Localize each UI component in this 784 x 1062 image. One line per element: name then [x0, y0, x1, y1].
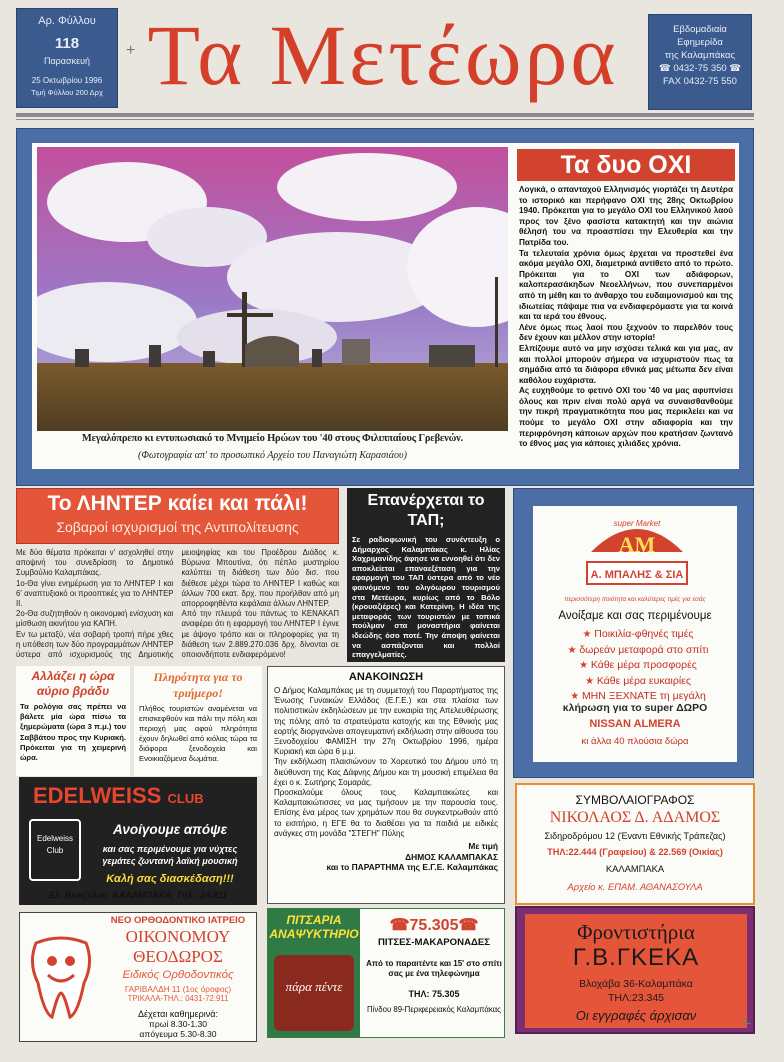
editorial-paragraph: Ελπίζουμε αυτό να μην ισχύσει τελικά και για μας, αν και πολλοί μπορούν σήμερα να ισχυριστούν πως τα σημάδια από τα διάφορα εθνικά μας μέτωπα δεν είναι καθόλου ευχάριστα.	[519, 343, 733, 385]
editorial-paragraph: Ας ευχηθούμε το φετινό ΟΧΙ του '40 να μας αφυπνίσει όλους και πριν είναι πολύ αργά να συναισθανθούμε την πικρή πραγματικότητα που μας περικλείει και να πούμε το μεγάλο ΟΧΙ στην αδιαφορία και την περιφρόνηση κάποιων αρχών που κρατήσαν ζωντανό το έθνος μας για κάποιες χιλιάδες χρόνια.	[519, 386, 733, 449]
star-icon: ★	[570, 691, 582, 703]
star-icon: ★	[582, 629, 595, 640]
pizzeria-phone: ΤΗΛ: 75.305	[408, 989, 460, 999]
editorial-paragraph: Λογικά, ο απανταχού Ελληνισμός γιορτάζει τη Δευτέρα το ιστορικό και περήφανο ΟΧΙ της 28ης Οκτωβρίου 1940. Πρόκειται για το μεγάλο ΟΧΙ του Ελληνικού λαού προς τον ξένο φασίστα κατακτητή και την αιώνια θέλησή του να προασπίσει την Ελευθερία και την Πατρίδα του.	[519, 185, 733, 247]
occupancy-notice	[134, 666, 262, 776]
lindter-headline-banner	[16, 488, 339, 544]
editorial-title: Τα δυο ΟΧΙ	[517, 149, 735, 181]
notice-paragraph: Την εκδήλωση πλαισιώνουν το Χορευτικό του Δήμου υπό τη διεύθυνση της Κας Δάφνης Δήμου και τη μουσική επιμέλεια θα έχει ο κ. Σωτήρης Σομαράς.	[274, 757, 498, 787]
edelweiss-club-ad	[19, 777, 257, 905]
occupancy-body: Πλήθος τουριστών αναμένεται να επισκεφθούν και πάλι την πόλη και περιοχή μας αφού πληρότητα έχουν δηλωθεί από κιόλας τώρα τα διάφορα ξενοδοχεία και Ενοικιαζόμενα δωμάτια.	[139, 704, 257, 763]
notice-body	[274, 686, 498, 839]
clock-change-notice	[16, 666, 130, 776]
editorial-box	[513, 143, 739, 469]
tutoring-title: Φροντιστήρια	[577, 920, 695, 944]
issue-number: 118	[54, 35, 80, 52]
pizzeria-address: Πίνδου 89-Περιφερειακός Καλαμπάκας	[367, 1005, 501, 1014]
supermarket-offers	[546, 627, 730, 705]
issue-label: Αρ. Φύλλου	[38, 15, 96, 27]
orthodontist-hours-label: Δέχεται καθημερινά:	[137, 1009, 218, 1019]
notice-signature	[274, 841, 498, 873]
issue-info-box	[16, 8, 118, 108]
article-paragraph: 1ο-Θα γίνει ενημέρωση για το ΛΗΝΤΕΡ Ι και 6' αναπτυξιακό οι προοπτικές για το ΛΗΝΤΕΡ ΙΙ.	[16, 578, 174, 609]
orthodontist-hours-am: πρωί 8.30-1.30	[148, 1019, 208, 1029]
notary-city: ΚΑΛΑΜΠΑΚΑ	[605, 863, 665, 874]
weekly-line: FAX 0432-75 550	[663, 76, 737, 87]
tutoring-ad	[515, 906, 755, 1034]
tap-body: Σε ραδιοφωνική του συνέντευξη ο Δήμαρχος Καλαμπάκας κ. Ηλίας Χαχριμανίδης άφησε να εννοηθεί ότι δεν αποκλείεται επαναεξέταση για την εφαρμογή του ΤΑΠ ύστερα από το νέο φαινόμενο του ολιγόωρου τουρισμού στα Μετέωρα, κυρίως από το Βόλο (κρουαζιέρες) και Κατερίνη. Η ιδέα της μεταφοράς των τουριστών με τοπικά πούλμαν στα μοναστήρια φαίνεται ιδεώδης όσο ποτέ. Την άποψη φαίνεται να ασπάζονται και πολλοί επαγγελματίες.	[352, 535, 500, 660]
orthodontist-surname: ΟΙΚΟΝΟΜΟΥ	[125, 927, 231, 946]
pizzeria-logo: πάρα πέντε	[274, 955, 354, 1031]
supermarket-owner: Α. ΜΠΑΛΗΣ & ΣΙΑ	[590, 569, 684, 581]
tap-article	[347, 488, 505, 662]
notice-paragraph: Ο Δήμος Καλαμπάκας με τη συμμετοχή του Παραρτήματος της Ένωσης Γυναικών Ελλάδος (Ε.Γ.Ε.) και στα πλαίσια των πολιτιστικών εκδηλώσεων με την ευκαιρία της Απελευθέρωσης της πόλης από τα στρατεύματα κατοχής και της Εθνικής μας εορτής διοργανώνει απογευματινή εκδήλωση στην αίθουσα του Ξενοδοχείου ΦΑΜΙΣΗ την 27η Οκτωβρίου 1996, ημέρα Κυριακή και ώρα 6 μ.μ.	[274, 686, 498, 757]
star-icon: ★	[585, 675, 597, 687]
notice-title: ΑΝΑΚΟΙΝΩΣΗ	[348, 671, 424, 683]
tutoring-note: Οι εγγραφές άρχισαν	[575, 1008, 697, 1023]
notice-signature-line: ΔΗΜΟΣ ΚΑΛΑΜΠΑΚΑΣ	[405, 851, 498, 862]
notary-ad	[515, 783, 755, 905]
article-paragraph: Από την πλευρά του πάντως το ΚΕΝΑΚΑΠ αναφέρει ότι η εφαρμογή του ΛΗΝΤΕΡ Ι έγινε με άψογο τρόπο και οι πληροφορίες για τη διάθεση των 2.889.270.036 δρχ. δίνονται σε οποιονδήποτε ενδιαφερόμενο!	[181, 609, 339, 660]
masthead-rule	[16, 113, 754, 117]
supermarket-offer	[546, 658, 730, 674]
issue-date: 25 Οκτωβρίου 1996	[31, 76, 103, 85]
lindter-subheadline: Σοβαροί ισχυρισμοί της Αντιπολίτευσης	[56, 519, 299, 535]
weekly-line: Εβδομαδιαία	[673, 24, 727, 35]
weekly-line: της Καλαμπάκας	[664, 50, 736, 61]
orthodontist-ad	[19, 912, 257, 1042]
supermarket-logo	[583, 512, 691, 588]
issue-weekday: Παρασκευή	[43, 56, 91, 66]
supermarket-logo-letters: ΑΜ	[618, 532, 656, 557]
masthead-rule	[16, 119, 754, 120]
notary-title: ΣΥΜΒΟΛΑΙΟΓΡΑΦΟΣ	[575, 793, 695, 807]
article-paragraph: Εν τω μεταξύ, νέα σοβαρή τροπή πήρε χθες η υπόθεση των δύο προγραμμάτων ΛΗΝΤΕΡ ύστερα από ισχυρισμούς της Δημοτικής μειοψηφίας και του Προέδρου Διάδος κ. Βύρωνα Μπουτίνα, ότι πέπλο μυστηρίου καλύπτει τη διάθεση των δύο δισ. που διέθεσε μέχρι τώρα το ΛΗΝΤΕΡ Ι καθώς και άλλων 700 εκατ. δρχ. που προήλθαν από μη απορροφηθέντα κεφάλαια άλλων ΛΗΝΤΕΡ.	[16, 548, 339, 660]
notice-paragraph: Προσκαλούμε όλους τους Καλαμπακιώτες και Καλαμπακιώτισσες να μας τιμήσουν με την παρουσία τους. Επίσης ένα μέρος των χρημάτων που θα συγκεντρωθούν από το εισιτήριο, η ΕΓΕ θα το διαθέσει για τα παιδιά με ειδικές ανάγκες στη μονάδα "ΣΤΕΓΗ" Πύλης	[274, 788, 498, 838]
edelweiss-name	[33, 783, 255, 809]
orthodontist-hours-pm: απόγευμα 5.30-8.30	[139, 1029, 217, 1039]
notary-name: ΝΙΚΟΛΑΟΣ Δ. ΑΔΑΜΟΣ	[549, 809, 721, 826]
supermarket-offer-text: Ποικιλία-φθηνές τιμές	[594, 628, 694, 640]
pizzeria-title: ΠΙΤΣΑΡΙΑ ΑΝΑΨΥΚΤΗΡΙΟ	[269, 913, 359, 941]
star-icon: ★	[567, 644, 580, 656]
orthodontist-tagline: ΝΕΟ ΟΡΘΟΔΟΝΤΙΚΟ ΙΑΤΡΕΙΟ	[110, 915, 246, 926]
photo-caption: Μεγαλόπρεπο κι εντυπωσιακό το Μνημείο Ηρώων του '40 στους Φιλιππαίους Γρεβενών.	[81, 433, 464, 444]
edelweiss-club-word: CLUB	[167, 791, 204, 806]
registration-mark-icon: +	[126, 42, 136, 59]
supermarket-offer	[546, 643, 730, 659]
lindter-article-body	[16, 548, 339, 666]
supermarket-draw: κλήρωση για το super ΔΩΡΟ	[562, 702, 708, 714]
tutoring-inner	[525, 914, 747, 1028]
clock-change-body: Τα ρολόγια σας πρέπει να βάλετε μία ώρα πίσω τα ξημερώματα (ώρα 3 π.μ.) του Σαββάτου προς την Κυριακή. Πρόκειται για τη χειμερινή ώρα.	[20, 702, 126, 763]
orthodontist-firstname: ΘΕΟΔΩΡΟΣ	[133, 947, 223, 966]
tap-headline: Επανέρχεται το ΤΑΠ;	[367, 492, 485, 529]
supermarket-offer-text: ΜΗΝ ΞΕΧΝΑΤΕ τη μεγάλη	[581, 690, 706, 703]
tooth-icon	[26, 933, 96, 1023]
edelweiss-name-text: EDELWEISS	[33, 783, 162, 808]
registration-mark-icon: +	[742, 1016, 752, 1033]
notary-archive: Αρχείο κ. ΕΠΑΜ. ΑΘΑΝΑΣΟΥΛΑ	[567, 881, 703, 892]
article-paragraph: 2ο-Θα συζητηθούν η οικονομική ενίσχυση και μίσθωση ακινήτου για ΚΑΠΗ.	[16, 609, 174, 629]
orthodontist-specialty: Ειδικός Ορθοδοντικός	[122, 969, 234, 981]
supermarket-offer-text: δωρεάν μεταφορά στο σπίτι	[579, 643, 709, 656]
supermarket-offer	[546, 674, 730, 690]
photo-credit: (Φωτογραφία απ' το προσωπικό Αρχείο του Παναγιώτη Καρασιάου)	[138, 450, 407, 461]
edelweiss-music: και σας περιμένουμε για νύχτες γεμάτες ζωντανή λαϊκή μουσική	[102, 844, 238, 866]
pizzeria-menu: ΠΙΤΣΕΣ-ΜΑΚΑΡΟΝΑΔΕΣ	[377, 937, 491, 948]
editorial-paragraph: Λένε όμως πως λαοί που ξεχνούν το παρελθόν τους δεν έχουν και μέλλον στην ιστορία!	[519, 322, 733, 343]
lindter-headline: Το ΛΗΝΤΕΡ καίει και πάλι!	[47, 492, 308, 515]
tutoring-address: Βλοχάβα 36-Καλαμπάκα	[579, 978, 693, 990]
weekly-line: ☎ 0432-75 350 ☎	[658, 63, 742, 74]
occupancy-title: Πληρότητα για το τριήμερο!	[153, 670, 243, 700]
pizzeria-ad	[267, 908, 505, 1038]
orthodontist-phone: ΤΡΙΚΑΛΑ-ΤΗΛ.: 0431-72.911	[127, 994, 229, 1003]
supermarket-gifts: κι άλλα 40 πλούσια δώρα	[581, 736, 689, 747]
edelweiss-opening: Ανοίγουμε απόψε	[112, 822, 228, 837]
clock-change-title: Αλλάζει η ώρα αύριο βράδυ	[31, 669, 115, 698]
supermarket-offer	[546, 627, 730, 643]
editorial-body	[519, 185, 733, 450]
star-icon: ★	[579, 660, 591, 672]
supermarket-motto: περισσότερη ποιότητα και καλύτερες τιμές για εσάς	[564, 596, 706, 603]
pizzeria-phone-banner: ☎75.305☎	[389, 917, 479, 934]
weekly-info-box	[648, 14, 752, 110]
notice-signature-line: και το ΠΑΡΑΡΤΗΜΑ της Ε.Γ.Ε. Καλαμπάκας	[326, 862, 498, 873]
supermarket-offer-text: Κάθε μέρα προσφορές	[590, 659, 697, 672]
municipal-notice	[267, 666, 505, 904]
weekly-line: Εφημερίδα	[677, 37, 723, 48]
edelweiss-address: Ελ. Βενιζέλου, ΚΑΛΑΜΠΑΚΑ, Τηλ.: 24.811	[48, 890, 228, 900]
tutoring-name: Γ.Β.ΓΚΕΚΑ	[572, 944, 700, 971]
notary-address: Σιδηροδρόμου 12 (Έναντι Εθνικής Τράπεζας)	[544, 831, 726, 841]
supermarket-opening: Ανοίξαμε και σας περιμένουμε	[558, 610, 712, 622]
article-paragraph: Με δύο θέματα πρόκειται ν' ασχοληθεί στην αποψινή του συνεδρίαση το Δημοτικό Συμβούλιο Καλαμπάκας.	[16, 548, 174, 578]
edelweiss-greeting: Καλή σας διασκέδαση!!!	[106, 873, 234, 885]
editorial-paragraph: Τα τελευταία χρόνια όμως έρχεται να προστεθεί ένα ακόμα μεγάλο ΟΧΙ, διαμετρικά αντίθετο από το πρώτο. Πρόκειται για το ΟΧΙ των αδιάφορων, καλοπερασάκηδων Νεοελλήνων, που συνεπαρμένοι από τη μέθη και το άνθαρχο του ευδαιμονισμού και της ιδιωτείας πάψαμε πια να ενδιαφερόμαστε για τα κοινά και τα ιερά του έθνους.	[519, 248, 733, 322]
supermarket-prize-car: NISSAN ALMERA	[589, 718, 681, 730]
pizzeria-delivery: Από το παραιτέντε και 15' στο σπίτι σας με ένα τηλεφώνημα	[366, 959, 502, 978]
supermarket-tag: super Market	[613, 519, 661, 528]
notary-phones: ΤΗΛ:22.444 (Γραφείου) & 22.569 (Οικίας)	[547, 847, 723, 857]
supermarket-offer-text: Κάθε μέρα ευκαιρίες	[596, 674, 691, 687]
tutoring-phone: ΤΗΛ:23.345	[607, 992, 665, 1004]
edelweiss-logo: Edelweiss Club	[29, 819, 81, 881]
newspaper-title: Τα Μετέωρα	[147, 7, 619, 103]
notice-signature-line: Με τιμή	[468, 841, 498, 852]
orthodontist-address: ΓΑΡΙΒΑΛΔΗ 11 (1ος όροφος)	[124, 985, 232, 994]
issue-price: Τιμή Φύλλου 200 Δρχ	[31, 88, 103, 97]
monument-photo	[37, 147, 508, 431]
